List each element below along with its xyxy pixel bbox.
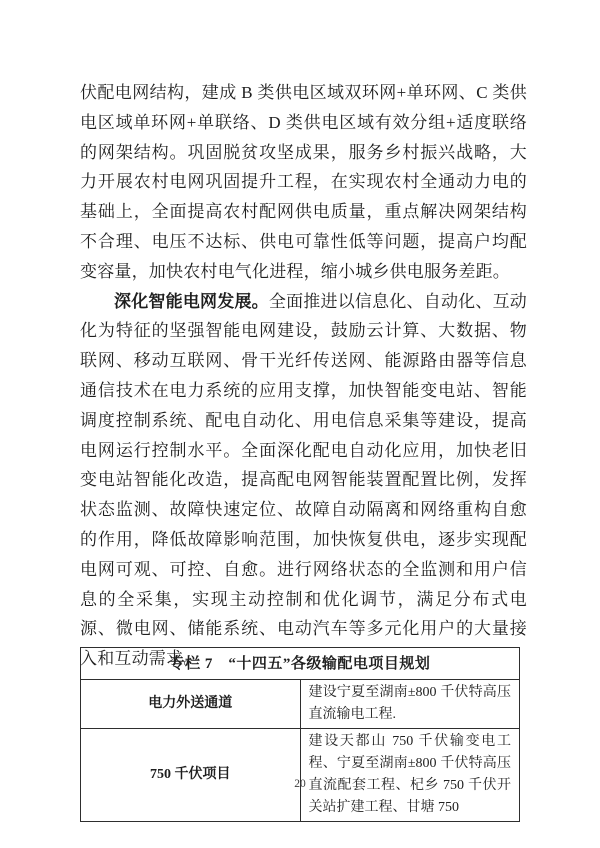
page-number: 20 bbox=[294, 778, 306, 790]
paragraph-lead-bold: 深化智能电网发展。 bbox=[114, 291, 269, 311]
paragraph-body-text: 全面推进以信息化、自动化、互动化为特征的坚强智能电网建设，鼓励云计算、大数据、物联网、移动互联网、骨干光纤传送网、能源路由器等信息通信技术在电力系统的应用支撑，加快智能变电站、智能调度控制系统、配电自动化、用电信息采集等建设，提高电网运行控制水平。全面深化配电自动化应用，加快老旧变电站智能化改造，提高配电网智能装置配置比例，发挥状态监测、故障快速定位、故障自动隔离和网络重构自愈的作用，降低故障影响范围，加快恢复供电，逐步实现配电网可观、可控、自愈。进行网络状态的全监测和用户信息的全采集，实现主动控制和优化调节，满足分布式电源、微电网、储能系统、电动汽车等多元化用户的大量接入和互动需求。 bbox=[80, 291, 527, 669]
row-label-power-export: 电力外送通道 bbox=[81, 680, 301, 729]
paragraph-grid-structure: 伏配电网结构，建成 B 类供电区域双环网+单环网、C 类供电区域单环网+单联络、D 类供电区域有效分组+适度联络的网架结构。巩固脱贫攻坚成果，服务乡村振兴战略，大力开展农村电网巩固提升工程，在实现农村全通动力电的基础上，全面提高农村配网供电质量，重点解决网架结构不合理、电压不达标、供电可靠性低等问题，提高户均配变容量，加快农村电气化进程，缩小城乡供电服务差距。 bbox=[80, 83, 527, 281]
paragraph-smart-grid bbox=[80, 287, 527, 674]
table-title-row bbox=[81, 648, 520, 680]
row-content-power-export: 建设宁夏至湖南±800 千伏特高压直流输电工程. bbox=[300, 680, 520, 729]
table-title: 专栏 7 “十四五”各级输配电项目规划 bbox=[81, 648, 520, 680]
body-text-block bbox=[80, 78, 527, 674]
project-plan-table bbox=[80, 647, 520, 822]
table-row bbox=[81, 729, 520, 822]
table-row bbox=[81, 680, 520, 729]
row-content-750kv: 建设天都山 750 千伏输变电工程、宁夏至湖南±800 千伏特高压直流配套工程、杞乡 750 千伏开关站扩建工程、甘塘 750 bbox=[300, 729, 520, 822]
row-label-750kv: 750 千伏项目 bbox=[81, 729, 301, 822]
